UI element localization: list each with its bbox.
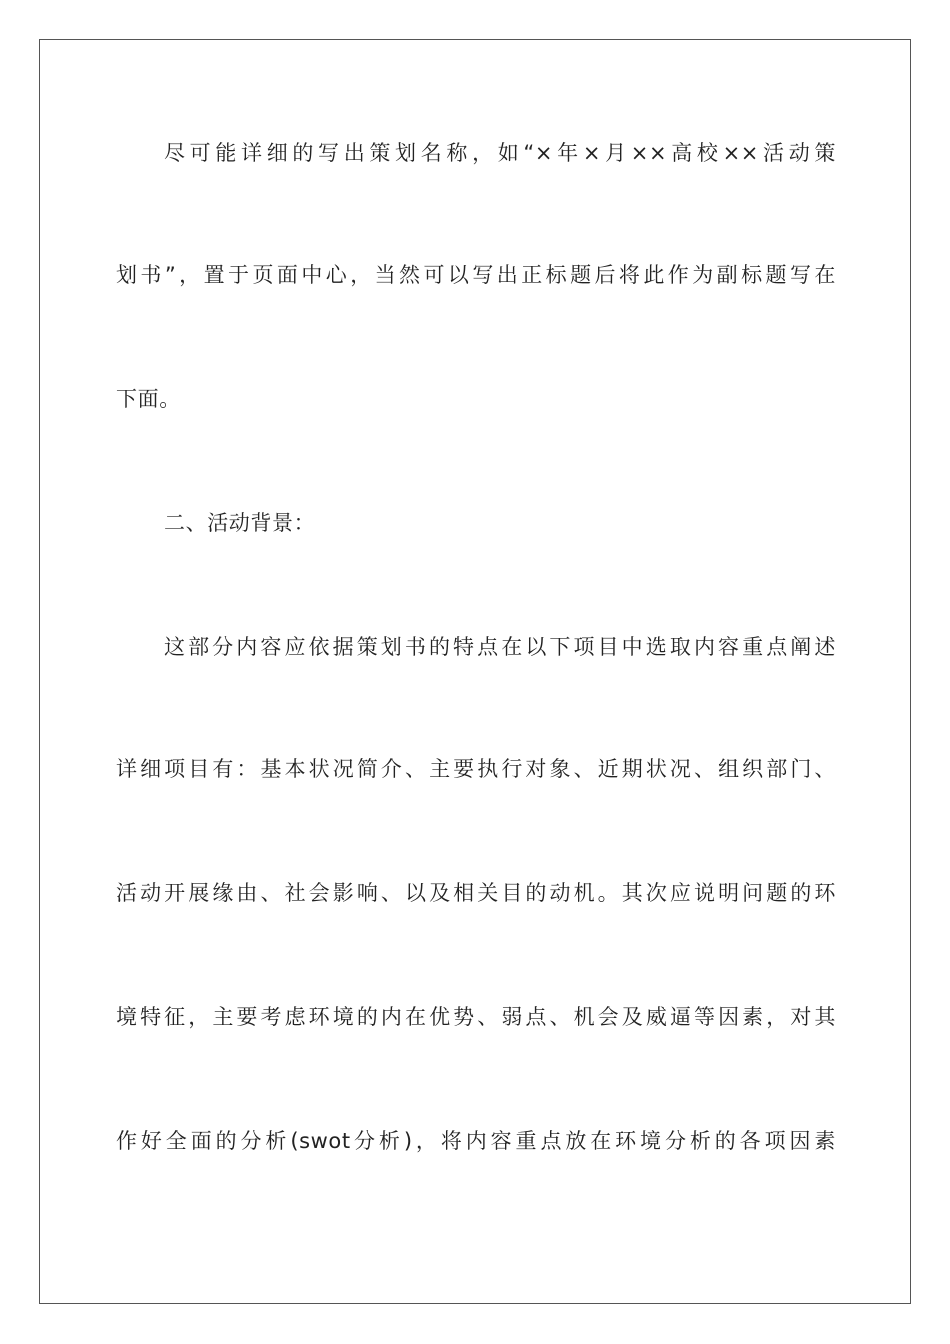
paragraph-line-7: 活动开展缘由、社会影响、以及相关目的动机。其次应说明问题的环 bbox=[116, 881, 836, 905]
paragraph-line-1: 尽可能详细的写出策划名称，如“×年×月××高校××活动策 bbox=[164, 141, 836, 165]
paragraph-line-5: 这部分内容应依据策划书的特点在以下项目中选取内容重点阐述 bbox=[164, 635, 836, 659]
paragraph-line-3: 下面。 bbox=[116, 387, 181, 411]
paragraph-line-6: 详细项目有：基本状况简介、主要执行对象、近期状况、组织部门、 bbox=[116, 757, 836, 781]
section-heading-background: 二、活动背景： bbox=[164, 511, 316, 535]
page-border bbox=[39, 39, 911, 1304]
paragraph-line-8: 境特征，主要考虑环境的内在优势、弱点、机会及威逼等因素，对其 bbox=[116, 1005, 836, 1029]
paragraph-line-9: 作好全面的分析(swot分析)，将内容重点放在环境分析的各项因素 bbox=[116, 1129, 836, 1153]
paragraph-line-2: 划书”，置于页面中心，当然可以写出正标题后将此作为副标题写在 bbox=[116, 263, 836, 287]
